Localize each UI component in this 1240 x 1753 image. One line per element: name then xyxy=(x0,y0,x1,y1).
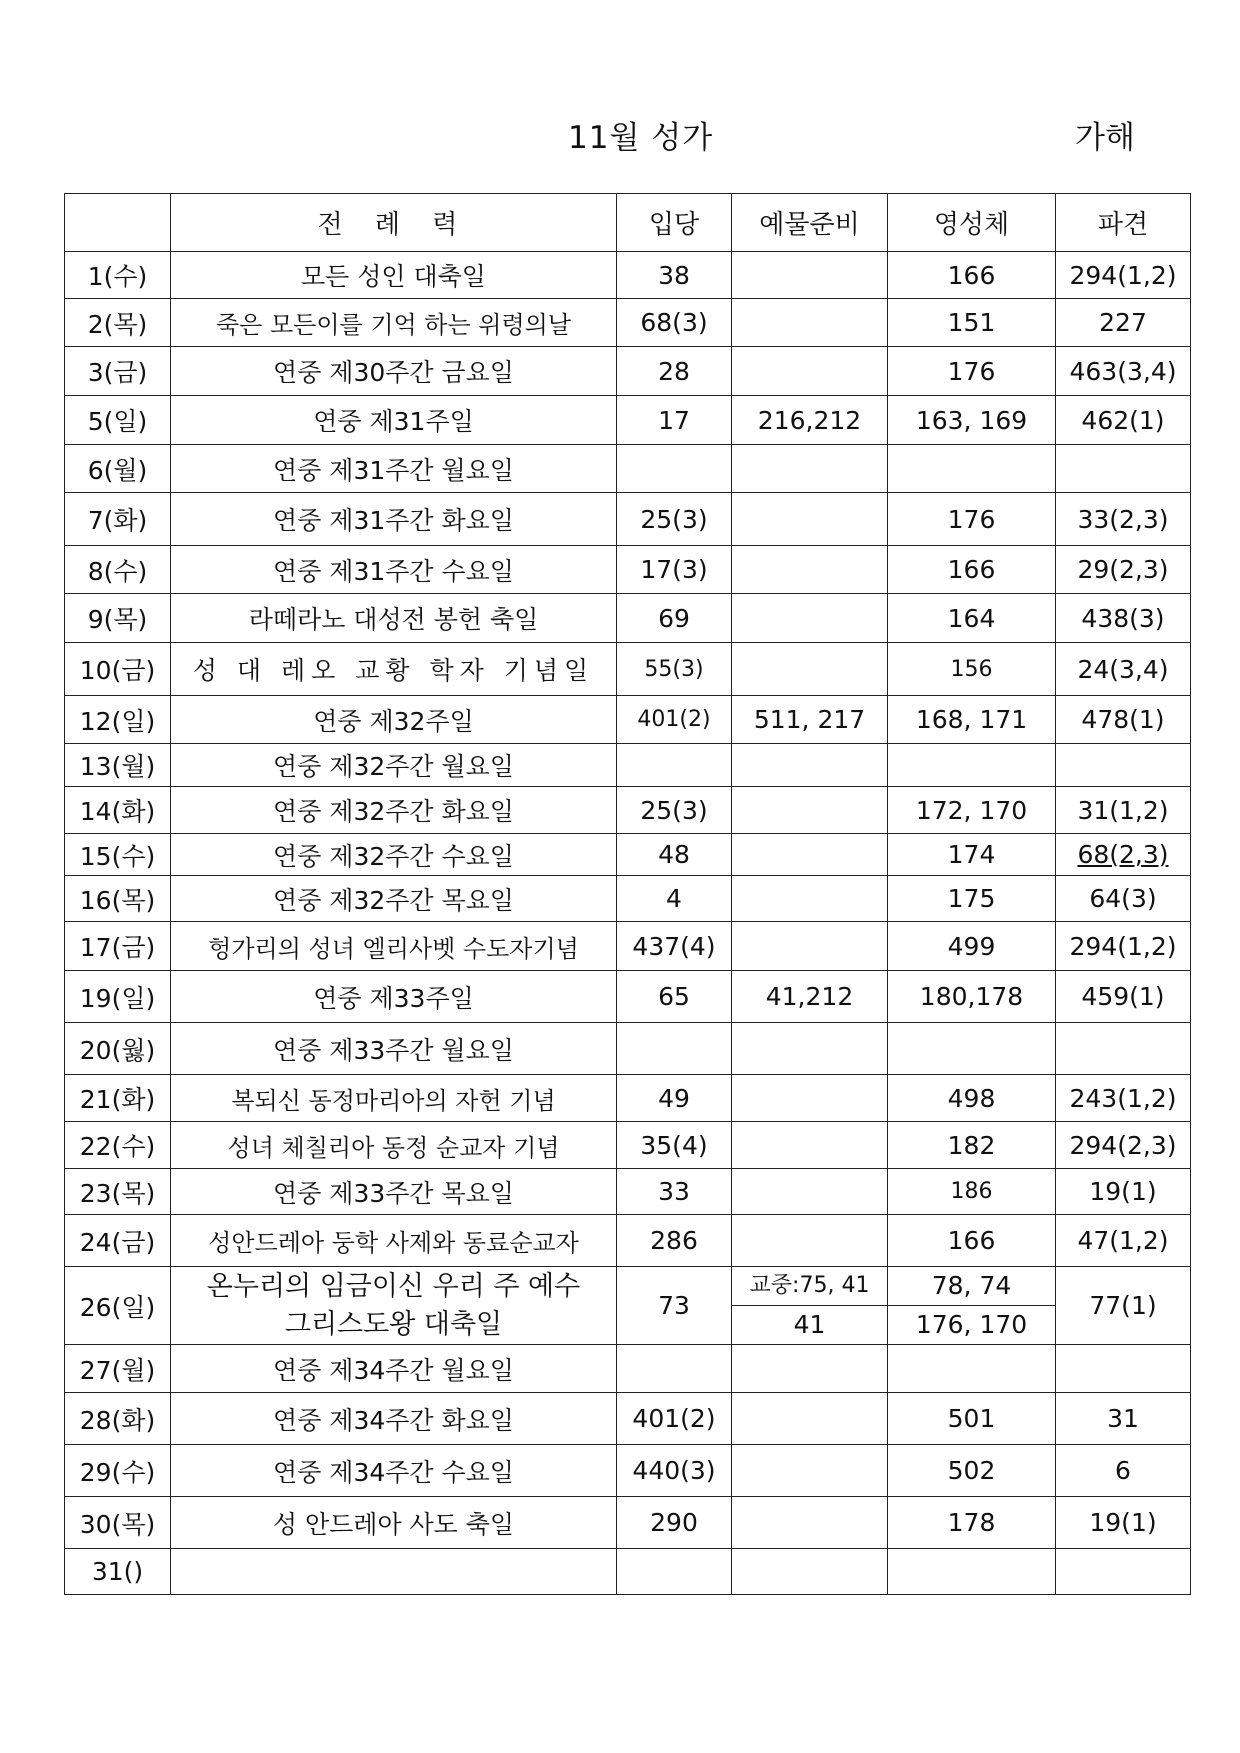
parish-label: 가해 xyxy=(1075,120,1135,156)
entrance-cell: 33 xyxy=(617,1169,732,1215)
communion-main-mass: 78, 74 xyxy=(888,1267,1055,1306)
communion-cell: 166 xyxy=(888,546,1056,594)
liturgy-cell: 성안드레아 둥학 사제와 동료순교자 xyxy=(171,1215,617,1267)
liturgy-cell: 연중 제34주간 화요일 xyxy=(171,1393,617,1445)
column-header-liturgy: 전 례 력 xyxy=(171,194,617,252)
offertory-cell xyxy=(732,445,888,493)
table-row xyxy=(65,347,1191,396)
day-cell: 16(목) xyxy=(65,876,171,922)
communion-cell xyxy=(888,1345,1056,1393)
offertory-split-cell xyxy=(732,1267,888,1345)
entrance-cell: 25(3) xyxy=(617,493,732,546)
offertory-other-mass: 41 xyxy=(793,1310,826,1339)
dismissal-cell: 462(1) xyxy=(1056,396,1191,445)
dismissal-cell: 243(1,2) xyxy=(1056,1075,1191,1122)
offertory-cell xyxy=(732,252,888,299)
dismissal-cell: 33(2,3) xyxy=(1056,493,1191,546)
communion-cell: 163, 169 xyxy=(888,396,1056,445)
communion-cell: 175 xyxy=(888,876,1056,922)
table-row xyxy=(65,1549,1191,1595)
entrance-cell: 55(3) xyxy=(617,643,732,696)
table-row xyxy=(65,696,1191,744)
table-row xyxy=(65,299,1191,347)
column-header-offertory: 예물준비 xyxy=(732,194,888,252)
liturgy-cell-two-line xyxy=(171,1267,617,1345)
hymn-schedule-table xyxy=(64,193,1191,1595)
day-cell: 22(수) xyxy=(65,1122,171,1169)
liturgy-cell: 연중 제31주간 수요일 xyxy=(171,546,617,594)
table-row xyxy=(65,1445,1191,1497)
offertory-cell xyxy=(732,493,888,546)
day-cell: 20(웛) xyxy=(65,1023,171,1075)
communion-cell: 498 xyxy=(888,1075,1056,1122)
table-header-row xyxy=(65,194,1191,252)
offertory-cell xyxy=(732,922,888,971)
dismissal-cell: 478(1) xyxy=(1056,696,1191,744)
communion-cell xyxy=(888,445,1056,493)
column-header-dismissal: 파견 xyxy=(1056,194,1191,252)
offertory-cell xyxy=(732,1075,888,1122)
dismissal-cell: 31(1,2) xyxy=(1056,787,1191,834)
day-cell: 14(화) xyxy=(65,787,171,834)
day-cell: 2(목) xyxy=(65,299,171,347)
table-row xyxy=(65,1215,1191,1267)
communion-cell: 186 xyxy=(888,1169,1056,1215)
table-row xyxy=(65,787,1191,834)
day-cell: 30(목) xyxy=(65,1497,171,1549)
liturgy-cell: 연중 제34주간 월요일 xyxy=(171,1345,617,1393)
offertory-cell xyxy=(732,1122,888,1169)
entrance-cell: 17 xyxy=(617,396,732,445)
offertory-cell: 41,212 xyxy=(732,971,888,1023)
dismissal-cell: 47(1,2) xyxy=(1056,1215,1191,1267)
dismissal-cell: 77(1) xyxy=(1056,1267,1191,1345)
dismissal-cell: 31 xyxy=(1056,1393,1191,1445)
dismissal-cell xyxy=(1056,445,1191,493)
entrance-cell: 437(4) xyxy=(617,922,732,971)
communion-cell: 501 xyxy=(888,1393,1056,1445)
liturgy-cell: 라떼라노 대성전 봉헌 축일 xyxy=(171,594,617,643)
liturgy-cell: 연중 제32주간 화요일 xyxy=(171,787,617,834)
offertory-cell xyxy=(732,1215,888,1267)
day-cell: 3(금) xyxy=(65,347,171,396)
table-row xyxy=(65,1122,1191,1169)
dismissal-cell: 6 xyxy=(1056,1445,1191,1497)
entrance-cell: 35(4) xyxy=(617,1122,732,1169)
table-row xyxy=(65,594,1191,643)
day-cell: 27(월) xyxy=(65,1345,171,1393)
liturgy-cell xyxy=(171,1549,617,1595)
communion-cell: 502 xyxy=(888,1445,1056,1497)
offertory-cell xyxy=(732,546,888,594)
column-header-communion: 영성체 xyxy=(888,194,1056,252)
day-cell: 26(일) xyxy=(65,1267,171,1345)
table-row xyxy=(65,1497,1191,1549)
offertory-cell: 511, 217 xyxy=(732,696,888,744)
entrance-cell: 4 xyxy=(617,876,732,922)
day-cell: 28(화) xyxy=(65,1393,171,1445)
liturgy-line-2: 그리스도왕 대축일 xyxy=(284,1308,503,1340)
column-header-day xyxy=(65,194,171,252)
liturgy-cell: 연중 제33주간 월요일 xyxy=(171,1023,617,1075)
entrance-cell xyxy=(617,445,732,493)
day-cell: 13(월) xyxy=(65,744,171,787)
dismissal-cell: 64(3) xyxy=(1056,876,1191,922)
dismissal-underlined-value: 68(2,3) xyxy=(1077,840,1169,869)
liturgy-cell: 연중 제31주간 월요일 xyxy=(171,445,617,493)
offertory-cell xyxy=(732,1445,888,1497)
dismissal-cell xyxy=(1056,744,1191,787)
entrance-cell: 68(3) xyxy=(617,299,732,347)
day-cell: 17(금) xyxy=(65,922,171,971)
dismissal-cell xyxy=(1056,834,1191,876)
column-header-entrance: 입당 xyxy=(617,194,732,252)
communion-cell: 176 xyxy=(888,493,1056,546)
entrance-cell: 73 xyxy=(617,1267,732,1345)
dismissal-cell xyxy=(1056,1549,1191,1595)
communion-cell xyxy=(888,1023,1056,1075)
dismissal-cell: 24(3,4) xyxy=(1056,643,1191,696)
table-row xyxy=(65,744,1191,787)
table-row xyxy=(65,252,1191,299)
dismissal-cell: 294(2,3) xyxy=(1056,1122,1191,1169)
liturgy-cell: 성 대 레오 교황 학자 기념일 xyxy=(171,643,617,696)
offertory-cell xyxy=(732,1549,888,1595)
communion-cell xyxy=(888,744,1056,787)
offertory-cell xyxy=(732,787,888,834)
day-cell: 10(금) xyxy=(65,643,171,696)
day-cell: 31() xyxy=(65,1549,171,1595)
day-cell: 15(수) xyxy=(65,834,171,876)
liturgy-cell: 성 안드레아 사도 축일 xyxy=(171,1497,617,1549)
dismissal-cell: 294(1,2) xyxy=(1056,252,1191,299)
offertory-cell xyxy=(732,1393,888,1445)
liturgy-cell: 연중 제33주간 목요일 xyxy=(171,1169,617,1215)
day-cell: 6(월) xyxy=(65,445,171,493)
offertory-cell xyxy=(732,876,888,922)
offertory-cell xyxy=(732,347,888,396)
day-cell: 23(목) xyxy=(65,1169,171,1215)
offertory-main-mass: 교중:75, 41 xyxy=(732,1267,887,1306)
dismissal-cell: 463(3,4) xyxy=(1056,347,1191,396)
liturgy-cell: 연중 제32주간 수요일 xyxy=(171,834,617,876)
table-row xyxy=(65,922,1191,971)
entrance-cell: 48 xyxy=(617,834,732,876)
communion-cell: 176 xyxy=(888,347,1056,396)
liturgy-cell: 연중 제34주간 수요일 xyxy=(171,1445,617,1497)
entrance-cell: 38 xyxy=(617,252,732,299)
table-row xyxy=(65,445,1191,493)
day-cell: 29(수) xyxy=(65,1445,171,1497)
day-cell: 7(화) xyxy=(65,493,171,546)
communion-other-mass: 176, 170 xyxy=(915,1310,1028,1339)
liturgy-cell: 연중 제32주간 월요일 xyxy=(171,744,617,787)
day-cell: 5(일) xyxy=(65,396,171,445)
table-row xyxy=(65,876,1191,922)
offertory-cell xyxy=(732,744,888,787)
dismissal-cell xyxy=(1056,1345,1191,1393)
communion-cell: 166 xyxy=(888,1215,1056,1267)
dismissal-cell: 227 xyxy=(1056,299,1191,347)
communion-cell: 180,178 xyxy=(888,971,1056,1023)
liturgy-cell: 연중 제32주일 xyxy=(171,696,617,744)
entrance-cell xyxy=(617,1023,732,1075)
entrance-cell: 25(3) xyxy=(617,787,732,834)
table-row xyxy=(65,971,1191,1023)
communion-cell: 168, 171 xyxy=(888,696,1056,744)
entrance-cell: 286 xyxy=(617,1215,732,1267)
day-cell: 19(일) xyxy=(65,971,171,1023)
offertory-cell xyxy=(732,1169,888,1215)
dismissal-cell: 438(3) xyxy=(1056,594,1191,643)
liturgy-cell: 헝가리의 성녀 엘리사벳 수도자기념 xyxy=(171,922,617,971)
liturgy-cell: 연중 제32주간 목요일 xyxy=(171,876,617,922)
offertory-cell xyxy=(732,643,888,696)
liturgy-cell: 연중 제30주간 금요일 xyxy=(171,347,617,396)
entrance-cell: 69 xyxy=(617,594,732,643)
entrance-cell xyxy=(617,1345,732,1393)
entrance-cell: 49 xyxy=(617,1075,732,1122)
dismissal-cell: 459(1) xyxy=(1056,971,1191,1023)
liturgy-cell: 모든 성인 대축일 xyxy=(171,252,617,299)
table-row xyxy=(65,1023,1191,1075)
communion-cell: 182 xyxy=(888,1122,1056,1169)
table-row xyxy=(65,1075,1191,1122)
table-row xyxy=(65,643,1191,696)
offertory-cell xyxy=(732,1345,888,1393)
communion-split-cell xyxy=(888,1267,1056,1345)
entrance-cell: 401(2) xyxy=(617,1393,732,1445)
table-row xyxy=(65,1169,1191,1215)
liturgy-cell: 복되신 동정마리아의 자헌 기념 xyxy=(171,1075,617,1122)
liturgy-cell: 연중 제33주일 xyxy=(171,971,617,1023)
communion-cell: 172, 170 xyxy=(888,787,1056,834)
communion-cell: 174 xyxy=(888,834,1056,876)
entrance-cell xyxy=(617,1549,732,1595)
day-cell: 9(목) xyxy=(65,594,171,643)
table-row xyxy=(65,493,1191,546)
dismissal-cell: 19(1) xyxy=(1056,1497,1191,1549)
communion-cell: 166 xyxy=(888,252,1056,299)
liturgy-cell: 연중 제31주간 화요일 xyxy=(171,493,617,546)
table-row xyxy=(65,1345,1191,1393)
dismissal-cell: 294(1,2) xyxy=(1056,922,1191,971)
communion-cell: 164 xyxy=(888,594,1056,643)
dismissal-cell: 29(2,3) xyxy=(1056,546,1191,594)
liturgy-cell: 죽은 모든이를 기억 하는 위령의날 xyxy=(171,299,617,347)
offertory-cell xyxy=(732,1497,888,1549)
entrance-cell: 17(3) xyxy=(617,546,732,594)
offertory-cell xyxy=(732,594,888,643)
entrance-cell: 290 xyxy=(617,1497,732,1549)
table-row xyxy=(65,396,1191,445)
day-cell: 12(일) xyxy=(65,696,171,744)
communion-cell: 156 xyxy=(888,643,1056,696)
table-row xyxy=(65,1393,1191,1445)
day-cell: 1(수) xyxy=(65,252,171,299)
table-row-feast-christ-the-king xyxy=(65,1267,1191,1345)
dismissal-cell: 19(1) xyxy=(1056,1169,1191,1215)
offertory-cell xyxy=(732,834,888,876)
day-cell: 21(화) xyxy=(65,1075,171,1122)
communion-cell: 151 xyxy=(888,299,1056,347)
offertory-cell xyxy=(732,299,888,347)
day-cell: 24(금) xyxy=(65,1215,171,1267)
liturgy-cell: 연중 제31주일 xyxy=(171,396,617,445)
entrance-cell: 440(3) xyxy=(617,1445,732,1497)
entrance-cell: 65 xyxy=(617,971,732,1023)
offertory-cell: 216,212 xyxy=(732,396,888,445)
entrance-cell xyxy=(617,744,732,787)
liturgy-cell: 성녀 체칠리아 동정 순교자 기념 xyxy=(171,1122,617,1169)
entrance-cell: 401(2) xyxy=(617,696,732,744)
table-row xyxy=(65,834,1191,876)
day-cell: 8(수) xyxy=(65,546,171,594)
table-row xyxy=(65,546,1191,594)
page-title: 11월 성가 xyxy=(568,120,714,156)
communion-cell: 499 xyxy=(888,922,1056,971)
communion-cell: 178 xyxy=(888,1497,1056,1549)
liturgy-line-1: 온누리의 임금이신 우리 주 예수 xyxy=(206,1270,581,1302)
communion-cell xyxy=(888,1549,1056,1595)
offertory-cell xyxy=(732,1023,888,1075)
entrance-cell: 28 xyxy=(617,347,732,396)
dismissal-cell xyxy=(1056,1023,1191,1075)
